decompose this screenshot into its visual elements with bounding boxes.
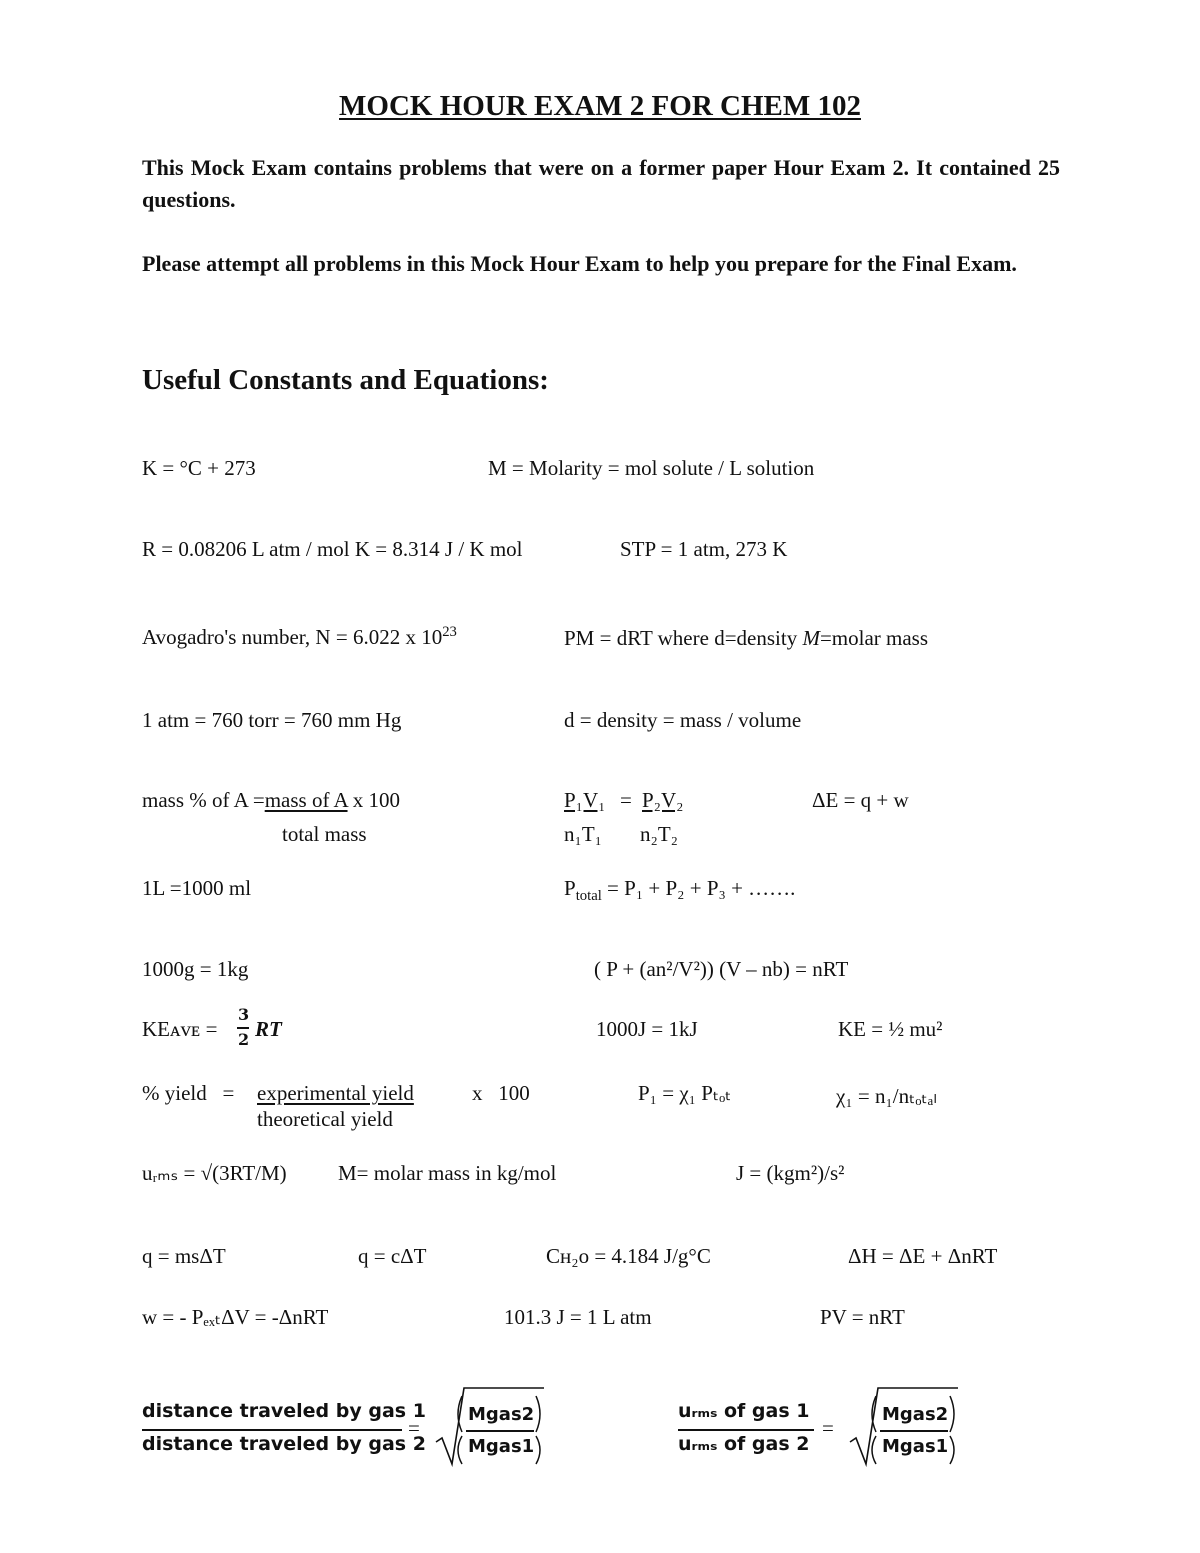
eq-van-der-waals: ( P + (an²/V²)) (V – nb) = nRT (594, 957, 849, 981)
eq-avogadro-exponent: 23 (442, 624, 457, 640)
eq-yield-numerator: experimental yield (257, 1081, 414, 1105)
eq-gas-constant: R = 0.08206 L atm / mol K = 8.314 J / K mol (142, 537, 523, 561)
eq-joule-units: J = (kgm²)/s² (736, 1161, 845, 1185)
eq-heat-ms: q = msΔT (142, 1244, 226, 1268)
eq-pm-molar-symbol: M (802, 626, 820, 650)
eq-ke-frac-bar (237, 1027, 249, 1029)
eq-combined-gas-num-left (564, 788, 606, 813)
eq-dalton (564, 876, 795, 905)
eq-graham-urms-numerator: uᵣₘₛ of gas 1 (678, 1400, 810, 1422)
eq-graham-urms-bar (678, 1429, 814, 1431)
eq-mass-percent-denominator: total mass (282, 822, 367, 846)
eq-yield-denominator: theoretical yield (257, 1107, 393, 1131)
eq-pm-text: PM = dRT where d=density (564, 626, 798, 650)
eq-n1t1: n₁T₁ (564, 822, 602, 846)
eq-ptotal-rest: = P₁ + P₂ + P₃ + ……. (601, 876, 796, 900)
eq-partial-pressure: P₁ = χ₁ Pₜₒₜ (638, 1081, 732, 1105)
eq-mass-percent (142, 788, 400, 813)
eq-combined-gas-equals: = (620, 788, 632, 812)
eq-graham-root-sign-2 (846, 1384, 962, 1470)
eq-graham-distance-numerator: distance traveled by gas 1 (142, 1400, 426, 1422)
eq-ke-frac-den: 2 (238, 1030, 250, 1049)
eq-ke-rt: RT (255, 1017, 282, 1041)
section-heading: Useful Constants and Equations: (142, 364, 549, 396)
eq-yield-label: % yield = (142, 1081, 235, 1105)
eq-density: d = density = mass / volume (564, 708, 802, 732)
eq-mole-fraction: χ₁ = n₁/nₜₒₜₐₗ (836, 1084, 937, 1108)
eq-kg: 1000g = 1kg (142, 957, 249, 981)
eq-kinetic-energy: KE = ½ mu² (838, 1017, 943, 1041)
eq-yield-times: x 100 (472, 1081, 530, 1105)
eq-graham-distance-denominator: distance traveled by gas 2 (142, 1433, 426, 1455)
eq-molarity: M = Molarity = mol solute / L solution (488, 456, 815, 480)
eq-delta-e: ΔE = q + w (812, 788, 909, 812)
eq-pm-molar-text: =molar mass (819, 626, 929, 650)
eq-p2v2: P₂V₂ (642, 788, 684, 812)
eq-kelvin: K = °C + 273 (142, 456, 256, 480)
eq-combined-gas-num-right (642, 788, 684, 813)
eq-graham-root-sign-1 (432, 1384, 548, 1470)
page-title: MOCK HOUR EXAM 2 FOR CHEM 102 (339, 90, 861, 122)
eq-graham-distance-equals: = (408, 1416, 420, 1440)
eq-mass-percent-label: mass % of A = (142, 788, 265, 812)
eq-avogadro (142, 624, 457, 650)
eq-work: w = - PₑₓₜΔV = -ΔnRT (142, 1305, 329, 1329)
eq-p1v1: P₁V₁ (564, 788, 606, 812)
eq-ke-ave-label: KEᴀᴠᴇ = (142, 1017, 218, 1041)
eq-pressure-units: 1 atm = 760 torr = 760 mm Hg (142, 708, 402, 732)
eq-graham-root-num-2: Mgas2 (882, 1404, 949, 1425)
eq-graham-urms-equals: = (822, 1416, 834, 1440)
eq-ptotal-sub: total (575, 888, 602, 905)
eq-kilojoule: 1000J = 1kJ (596, 1017, 698, 1041)
eq-stp: STP = 1 atm, 273 K (620, 537, 788, 561)
instructions-paragraph: Please attempt all problems in this Mock Hour Exam to help you prepare for the Final Exam. (142, 251, 1017, 276)
eq-graham-distance-bar (142, 1429, 402, 1431)
eq-latm-conversion: 101.3 J = 1 L atm (504, 1305, 652, 1329)
eq-graham-root-num-1: Mgas2 (468, 1404, 535, 1425)
eq-graham-urms-denominator: uᵣₘₛ of gas 2 (678, 1433, 810, 1455)
eq-ke-frac-num: 3 (238, 1005, 250, 1024)
eq-heat-c: q = cΔT (358, 1244, 427, 1268)
eq-ptotal-p: P (564, 876, 576, 900)
eq-avogadro-base: Avogadro's number, N = 6.022 x 10 (142, 625, 443, 649)
eq-graham-root-den-1: Mgas1 (468, 1436, 535, 1457)
eq-enthalpy: ΔH = ΔE + ΔnRT (848, 1244, 998, 1268)
eq-pm-drt (564, 626, 928, 651)
eq-urms: uᵣₘₛ = √(3RT/M) (142, 1161, 287, 1185)
eq-mass-percent-times: x 100 (347, 788, 401, 812)
eq-liter: 1L =1000 ml (142, 876, 252, 900)
eq-ideal-gas: PV = nRT (820, 1305, 905, 1329)
intro-paragraph: This Mock Exam contains problems that were on a former paper Hour Exam 2. It contained 25 questions. (142, 155, 1060, 212)
eq-graham-root-den-2: Mgas1 (882, 1436, 949, 1457)
eq-specific-heat-water: Cʜ₂ᴏ = 4.184 J/g°C (546, 1244, 711, 1268)
eq-n2t2: n₂T₂ (640, 822, 678, 846)
eq-mass-percent-numerator: mass of A (264, 788, 348, 812)
eq-molar-mass-units: M= molar mass in kg/mol (338, 1161, 557, 1185)
